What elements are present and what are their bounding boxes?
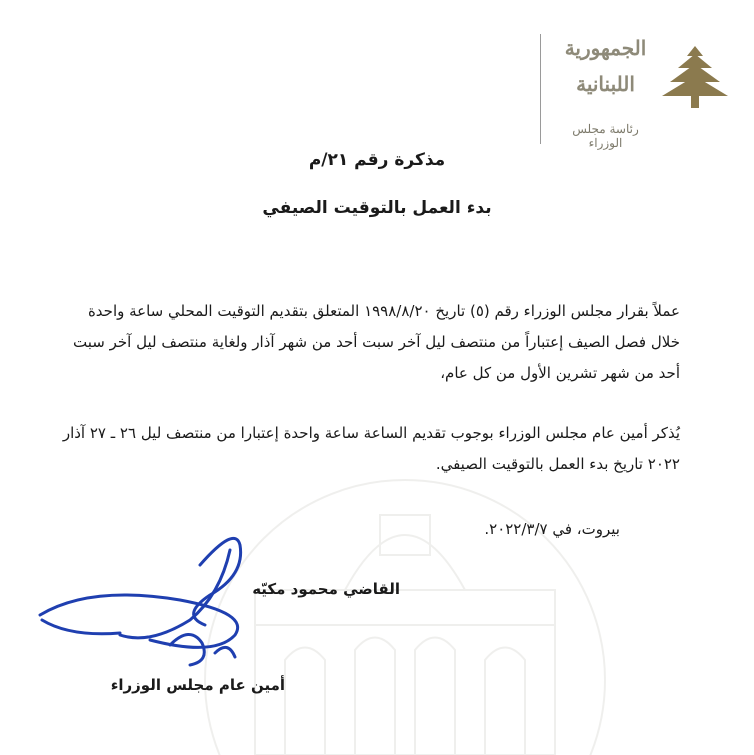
signatory-name: القاضي محمود مكيّه — [252, 580, 400, 598]
memo-paragraph-1: عملاً بقرار مجلس الوزراء رقم (٥) تاريخ ١٩٩٨/٨/٢٠ المتعلق بتقديم التوقيت المحلي ساعة واحدة خلال فصل الصيف إعتباراً من منتصف ليل آخر سبت أحد من شهر آذار ولغاية منتصف ليل آخر سبت أحد من شهر تشرين الأول من كل عام، — [73, 302, 680, 382]
memo-subject: بدء العمل بالتوقيت الصيفي — [262, 198, 492, 218]
letterhead-divider — [540, 34, 541, 144]
memo-dateline: بيروت، في ٢٠٢٢/٣/٧. — [484, 520, 620, 538]
cedar-emblem-icon — [658, 42, 732, 112]
memo-paragraph-2: يُذكر أمين عام مجلس الوزراء بوجوب تقديم الساعة ساعة واحدة إعتبارا من منتصف ليل ٢٦ ـ ٢٧ آذار ٢٠٢٢ تاريخ بدء العمل بالتوقيت الصيفي. — [62, 424, 680, 473]
letterhead — [540, 28, 740, 153]
presidency-label: رئاسة مجلس الوزراء — [572, 122, 639, 150]
emblem-line-lebanese: اللبنانية — [576, 72, 635, 96]
emblem-line-republic: الجمهورية — [564, 36, 647, 60]
memo-number: مذكرة رقم ٢١/م — [308, 150, 446, 170]
signatory-title: أمين عام مجلس الوزراء — [110, 676, 285, 694]
handwritten-signature — [30, 525, 290, 685]
